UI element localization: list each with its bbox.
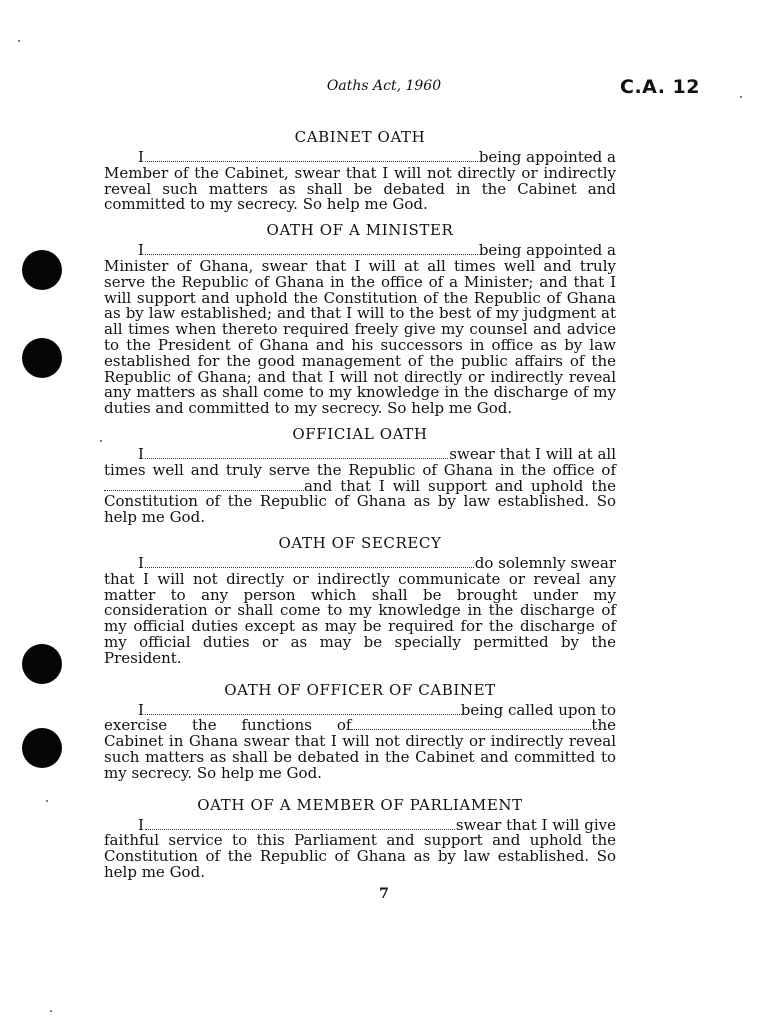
name-blank: [145, 254, 478, 255]
oath-after-blank: being appointed a: [478, 241, 616, 260]
oath-text-before-blank: times well and truly serve the Republic of Ghana in the office of: [104, 460, 616, 479]
oath-lead: I: [138, 148, 144, 166]
oath-text-after-blank: the Cabinet in Ghana swear that I will not directly or indirectly reveal such matters as shall be debated in the Cabinet and committed to my secrecy. So help me God.: [104, 716, 616, 782]
oath-text: Member of the Cabinet, swear that I will not directly or indirectly reveal such matters as shall be debated in the Cabinet and committed to my secrecy. So help me God.: [104, 163, 616, 214]
punch-hole: [22, 250, 62, 290]
punch-hole: [22, 728, 62, 768]
oath-lead: I: [138, 700, 144, 719]
oath-official: [104, 444, 616, 527]
section-title-member-of-parliament: OATH OF A MEMBER OF PARLIAMENT: [197, 795, 523, 814]
oath-minister: [104, 243, 616, 417]
oath-lead: I: [138, 241, 144, 260]
scan-speck: [100, 440, 102, 442]
office-blank: [104, 490, 304, 491]
punch-hole: [22, 644, 62, 684]
name-blank: [145, 458, 448, 459]
oaths-body: [104, 128, 616, 889]
oath-text-after-blank: and that I will support and uphold the Constitution of the Republic of Ghana as by law established. So help me God.: [104, 476, 616, 527]
oath-lead: I: [138, 553, 144, 572]
page-number: 7: [379, 886, 389, 902]
oath-after-blank: swear that I will give: [455, 815, 616, 834]
oath-lead: I: [138, 815, 144, 834]
oath-text: that I will not directly or indirectly communicate or reveal any matter to any person which shall be brought under my consideration or shall come to my knowledge in the discharge of my official duties except as may be required for the discharge of my official duties or as may be specially permitted by the President.: [104, 569, 616, 667]
section-title-official-oath: OFFICIAL OATH: [292, 424, 428, 443]
scan-speck: [50, 1010, 52, 1012]
section-title-cabinet-oath: CABINET OATH: [294, 128, 426, 146]
oath-lead: I: [138, 444, 144, 463]
name-blank: [145, 161, 478, 162]
name-blank: [145, 567, 474, 568]
name-blank: [145, 829, 455, 830]
section-title-officer-of-cabinet: OATH OF OFFICER OF CABINET: [224, 680, 496, 699]
punch-hole: [22, 338, 62, 378]
scan-speck: [46, 800, 48, 802]
oath-after-blank: swear that I will at all: [449, 444, 616, 463]
running-title: Oaths Act, 1960: [326, 78, 442, 94]
oath-text-before-blank: exercise the functions of: [104, 716, 352, 735]
oath-cabinet: [104, 150, 616, 213]
scan-speck: [18, 40, 20, 42]
function-blank: [351, 729, 591, 730]
oath-member-of-parliament: [104, 815, 616, 881]
section-title-minister: OATH OF A MINISTER: [266, 221, 454, 240]
section-title-secrecy: OATH OF SECRECY: [278, 533, 442, 552]
oath-after-blank: being appointed a: [478, 148, 616, 166]
oath-after-blank: being called upon to: [460, 700, 616, 719]
oath-text: Minister of Ghana, swear that I will at all times well and truly serve the Republic of Ghana in the office of a Minister; and that I will support and uphold the Constitution of the Republic of Ghana as by law established; and that I will to the best of my judgment at all times when thereto required freely give my counsel and advice to the President of Ghana and his successors in office as by law established for the good management of the public affairs of the Republic of Ghana; and that I will not directly or indirectly reveal any matters as shall come to my knowledge in the discharge of my duties and committed to my secrecy. So help me God.: [104, 256, 616, 418]
scan-speck: [740, 96, 742, 98]
oath-officer-of-cabinet: [104, 700, 616, 782]
name-blank: [145, 714, 460, 715]
oath-secrecy: [104, 553, 616, 667]
oath-after-blank: do solemnly swear: [474, 553, 616, 572]
oath-text: faithful service to this Parliament and support and uphold the Constitution of the Republic of Ghana as by law established. So help me God.: [104, 831, 616, 881]
act-code: C.A. 12: [620, 76, 700, 98]
